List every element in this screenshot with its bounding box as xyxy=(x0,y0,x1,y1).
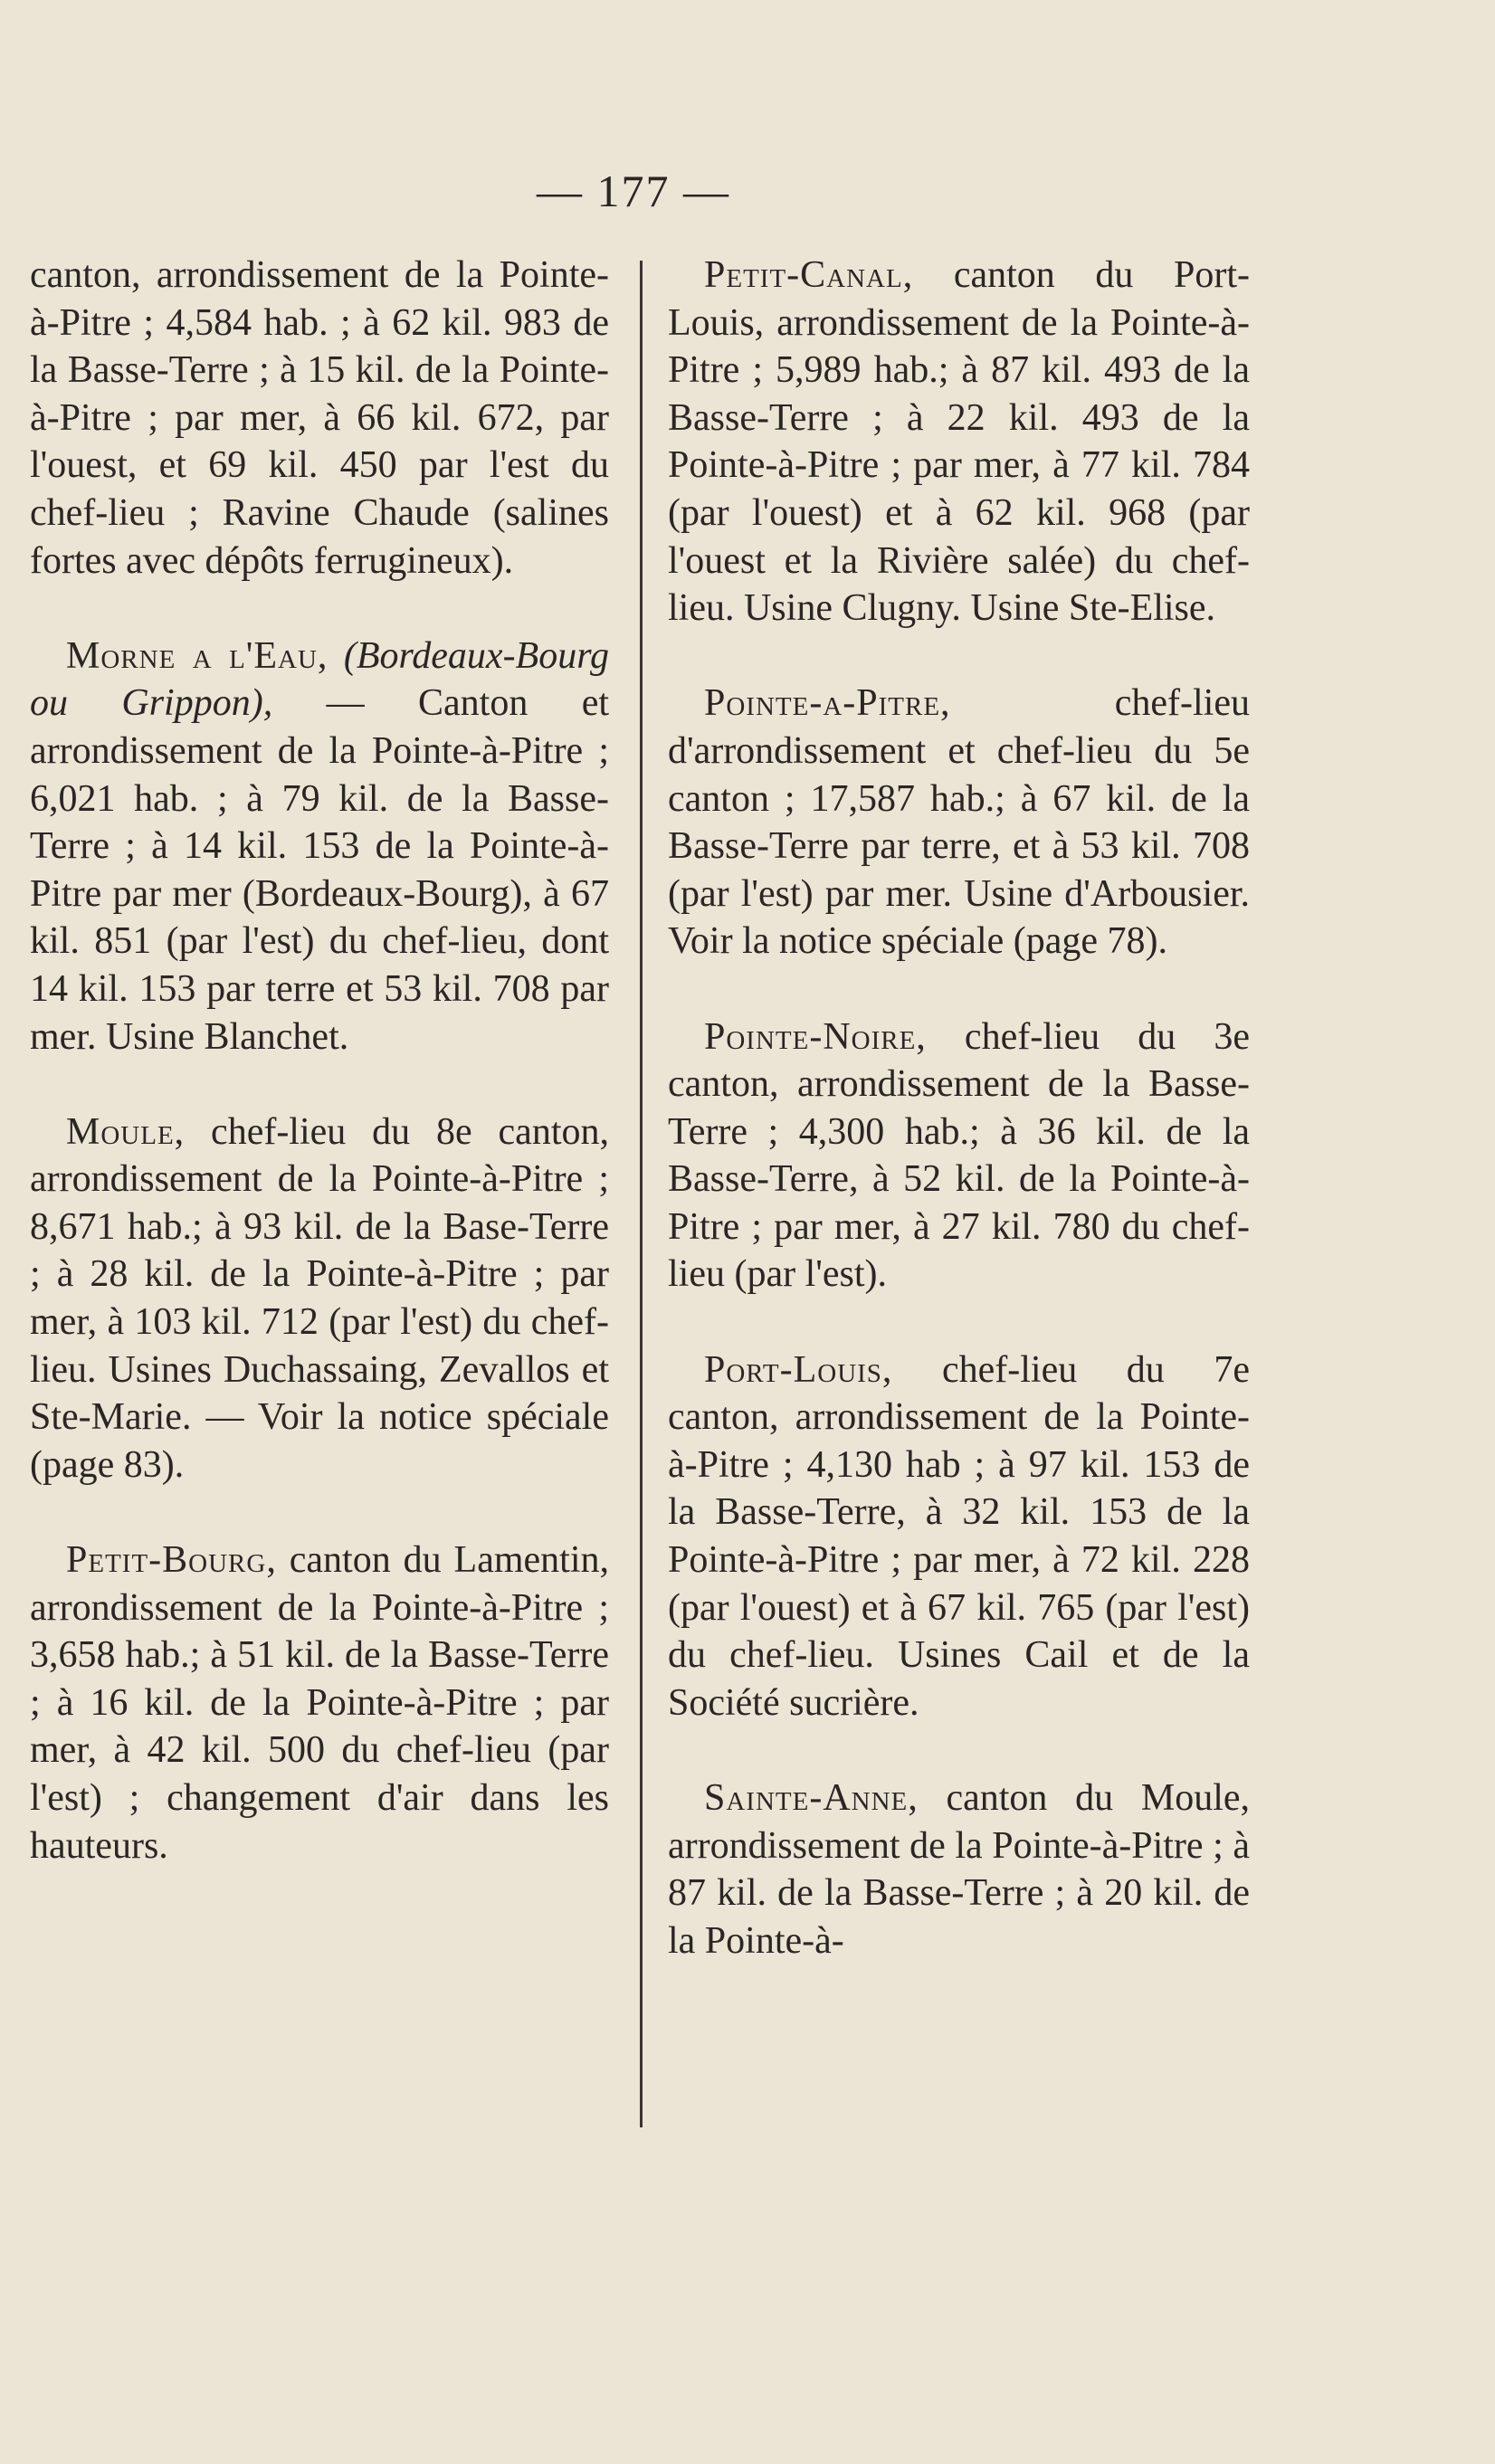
entry-sainte-anne xyxy=(668,1774,1250,1965)
right-column xyxy=(668,252,1250,1965)
entry-text: chef-lieu du 3e canton, arrondissement de la Basse-Terre ; 4,300 hab.; à 36 kil. de la Basse-Terre, à 52 kil. de la Pointe-à-Pitre ; par mer, à 27 kil. 780 du chef-lieu (par l'est). xyxy=(668,1015,1250,1296)
entry-heading: Port-Louis, xyxy=(704,1348,893,1391)
entry-morne-a-l-eau xyxy=(30,633,609,1061)
entry-heading: Morne a l'Eau, xyxy=(66,634,329,677)
entry-text: chef-lieu du 7e canton, arrondissement de la Pointe-à-Pitre ; 4,130 hab ; à 97 kil. 153 de la Basse-Terre, à 32 kil. 153 de la Pointe-à-Pitre ; par mer, à 72 kil. 228 (par l'ouest) et à 67 kil. 765 (par l'est) du chef-lieu. Usines Cail et de la Société sucrière. xyxy=(668,1348,1250,1724)
entry-heading: Moule, xyxy=(66,1110,186,1153)
column-divider xyxy=(640,261,643,2127)
entry-text: — Canton et arrondissement de la Pointe-à-Pitre ; 6,021 hab. ; à 79 kil. de la Basse-Terre ; à 14 kil. 153 de la Pointe-à-Pitre par mer (Bordeaux-Bourg), à 67 kil. 851 (par l'est) du chef-lieu, dont 14 kil. 153 par terre et 53 kil. 708 par mer. Usine Blanchet. xyxy=(30,682,610,1058)
entry-heading: Petit-Canal, xyxy=(704,254,914,296)
entry-heading: Sainte-Anne, xyxy=(704,1777,919,1819)
entry-text: chef-lieu du 8e canton, arrondissement de la Pointe-à-Pitre ; 8,671 hab.; à 93 kil. de la Base-Terre ; à 28 kil. de la Pointe-à-Pitre ; par mer, à 103 kil. 712 (par l'est) du chef-lieu. Usines Duchassaing, Zevallos et Ste-Marie. — Voir la notice spéciale (page 83). xyxy=(30,1110,609,1486)
entry-moule xyxy=(30,1108,609,1489)
left-column xyxy=(30,252,609,1869)
entry-port-louis xyxy=(668,1346,1250,1727)
entry-text: canton, arrondissement de la Pointe-à-Pitre ; 4,584 hab. ; à 62 kil. 983 de la Basse-Terre ; à 15 kil. de la Pointe-à-Pitre ; par mer, à 66 kil. 672, par l'ouest, et 69 kil. 450 par l'est du chef-lieu ; Ravine Chaude (salines fortes avec dépôts ferrugineux). xyxy=(30,254,609,582)
entry-aside: (Bordeaux-Bourg ou Grippon), xyxy=(30,634,609,725)
entry-pointe-noire xyxy=(668,1013,1250,1299)
entry-heading: Petit-Bourg, xyxy=(66,1539,277,1582)
entry-petit-canal xyxy=(668,252,1250,633)
entry-pointe-a-pitre xyxy=(668,680,1250,966)
entry-text: canton du Port-Louis, arrondissement de la Pointe-à-Pitre ; 5,989 hab.; à 87 kil. 493 de la Basse-Terre ; à 22 kil. 493 de la Pointe-à-Pitre ; par mer, à 77 kil. 784 (par l'ouest) et à 62 kil. 968 (par l'ouest et la Rivière salée) du chef-lieu. Usine Clugny. Usine Ste-Elise. xyxy=(668,254,1251,630)
entry-heading: Pointe-a-Pitre, xyxy=(704,682,951,725)
entry-text: canton du Moule, arrondissement de la Pointe-à-Pitre ; à 87 kil. de la Basse-Terre ; à 20 kil. de la Pointe-à- xyxy=(668,1777,1251,1962)
entry-heading: Pointe-Noire, xyxy=(704,1015,927,1058)
entry-text: canton du Lamentin, arrondissement de la Pointe-à-Pitre ; 3,658 hab.; à 51 kil. de la Basse-Terre ; à 16 kil. de la Pointe-à-Pitre ; par mer, à 42 kil. 500 du chef-lieu (par l'est) ; changement d'air dans les hauteurs. xyxy=(30,1539,609,1867)
entry-text: chef-lieu d'arrondissement et chef-lieu du 5e canton ; 17,587 hab.; à 67 kil. de la Basse-Terre par terre, et à 53 kil. 708 (par l'est) par mer. Usine d'Arbousier. Voir la notice spéciale (page 78). xyxy=(668,682,1250,963)
entry-petit-bourg xyxy=(30,1536,609,1869)
entry-canton-continuation xyxy=(30,252,609,585)
page-number: — 177 — xyxy=(537,166,730,216)
